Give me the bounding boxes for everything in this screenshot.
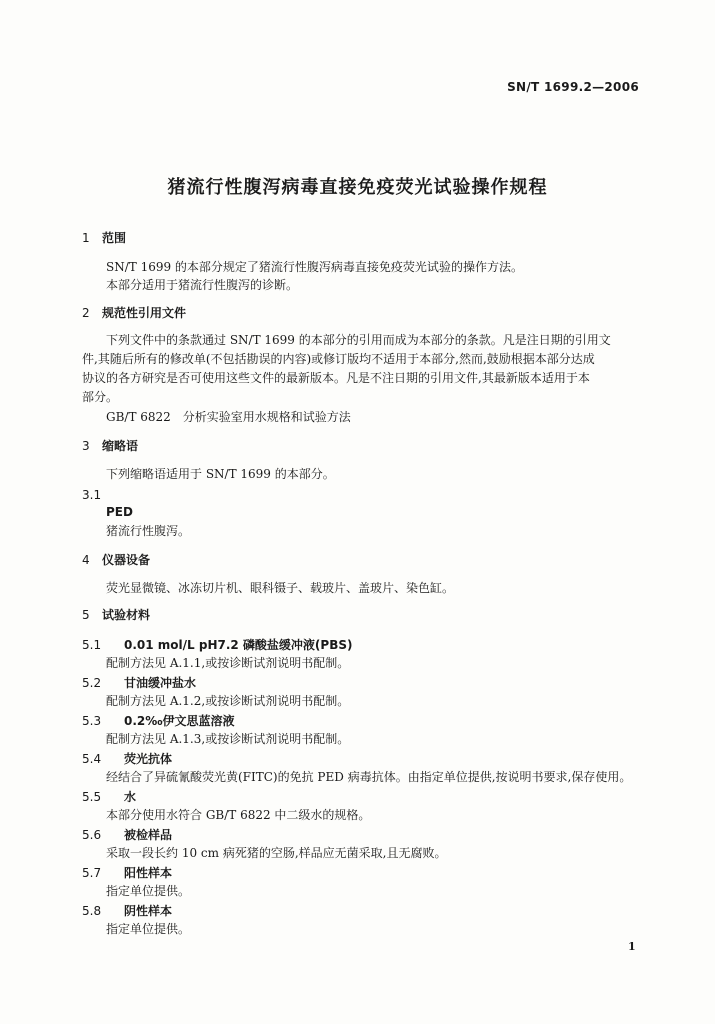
section-1-paragraph-1: SN/T 1699 的本部分规定了猪流行性腹泻病毒直接免疫荧光试验的操作方法。 <box>106 260 523 274</box>
subsection-5-2-heading <box>82 674 196 692</box>
subsection-number: 5.3 <box>82 714 102 728</box>
section-5-heading <box>82 606 150 624</box>
document-title: 猪流行性腹泻病毒直接免疫荧光试验操作规程 <box>167 177 548 198</box>
subsection-5-6-text: 采取一段长约 10 cm 病死猪的空肠,样品应无菌采取,且无腐败。 <box>106 846 447 860</box>
subsection-title: 0.01 mol/L pH7.2 磷酸盐缓冲液(PBS) <box>124 638 353 652</box>
subsection-number: 5.1 <box>82 638 102 652</box>
subsection-number: 5.4 <box>82 752 102 766</box>
subsection-title: 阳性样本 <box>124 866 173 880</box>
subsection-5-3-heading <box>82 712 235 730</box>
section-number: 2 <box>82 306 90 320</box>
section-2-line-2: 件,其随后所有的修改单(不包括勘误的内容)或修订版均不适用于本部分,然而,鼓励根据本部分达成 <box>82 352 595 366</box>
section-title: 仪器设备 <box>102 553 151 567</box>
subsection-title: 荧光抗体 <box>124 752 173 766</box>
abbreviation-term: PED <box>106 505 133 519</box>
subsection-5-5-text: 本部分使用水符合 GB/T 6822 中二级水的规格。 <box>106 808 371 822</box>
abbreviation-definition: 猪流行性腹泻。 <box>106 524 191 538</box>
section-title: 缩略语 <box>102 439 139 453</box>
subsection-number: 5.5 <box>82 790 102 804</box>
page-number: 1 <box>628 940 636 953</box>
subsection-title: 水 <box>124 790 137 804</box>
section-2-heading <box>82 304 186 322</box>
subsection-5-3-text: 配制方法见 A.1.3,或按诊断试剂说明书配制。 <box>106 732 350 746</box>
subsection-title: 被检样品 <box>124 828 173 842</box>
section-number: 1 <box>82 231 90 245</box>
section-number: 3 <box>82 439 90 453</box>
subsection-5-1-heading <box>82 636 352 654</box>
section-title: 范围 <box>102 231 127 245</box>
section-1-heading <box>82 229 126 247</box>
subsection-5-2-text: 配制方法见 A.1.2,或按诊断试剂说明书配制。 <box>106 694 350 708</box>
section-3-paragraph-1: 下列缩略语适用于 SN/T 1699 的本部分。 <box>106 467 335 481</box>
subsection-5-5-heading <box>82 788 136 806</box>
subsection-5-8-heading <box>82 902 172 920</box>
subsection-title: 0.2‰伊文思蓝溶液 <box>124 714 235 728</box>
section-number: 5 <box>82 608 90 622</box>
subsection-5-7-heading <box>82 864 172 882</box>
section-2-line-4: 部分。 <box>82 390 119 404</box>
subsection-5-6-heading <box>82 826 172 844</box>
section-number: 4 <box>82 553 90 567</box>
subsection-title: 甘油缓冲盐水 <box>124 676 197 690</box>
subsection-title: 阴性样本 <box>124 904 173 918</box>
section-3-heading <box>82 437 138 455</box>
section-1-paragraph-2: 本部分适用于猪流行性腹泻的诊断。 <box>106 278 299 292</box>
subsection-5-7-text: 指定单位提供。 <box>106 884 191 898</box>
subsection-5-1-text: 配制方法见 A.1.1,或按诊断试剂说明书配制。 <box>106 656 350 670</box>
section-4-heading <box>82 551 150 569</box>
subsection-3-1-number: 3.1 <box>82 488 102 502</box>
section-2-line-1: 下列文件中的条款通过 SN/T 1699 的本部分的引用而成为本部分的条款。凡是注日期的引用文 <box>106 333 611 347</box>
section-title: 规范性引用文件 <box>102 306 187 320</box>
standard-number: SN/T 1699.2—2006 <box>507 80 639 94</box>
subsection-number: 5.8 <box>82 904 102 918</box>
section-4-paragraph-1: 荧光显微镜、冰冻切片机、眼科镊子、载玻片、盖玻片、染色缸。 <box>106 581 455 595</box>
subsection-5-8-text: 指定单位提供。 <box>106 922 191 936</box>
subsection-5-4-heading <box>82 750 172 768</box>
subsection-number: 5.7 <box>82 866 102 880</box>
subsection-number: 5.6 <box>82 828 102 842</box>
subsection-number: 5.2 <box>82 676 102 690</box>
section-2-line-3: 协议的各方研究是否可使用这些文件的最新版本。凡是不注日期的引用文件,其最新版本适用于本 <box>82 371 590 385</box>
section-2-reference: GB/T 6822 分析实验室用水规格和试验方法 <box>106 410 351 424</box>
subsection-5-4-text: 经结合了异硫氰酸荧光黄(FITC)的免抗 PED 病毒抗体。由指定单位提供,按说明书要求,保存使用。 <box>106 770 632 784</box>
section-title: 试验材料 <box>102 608 151 622</box>
